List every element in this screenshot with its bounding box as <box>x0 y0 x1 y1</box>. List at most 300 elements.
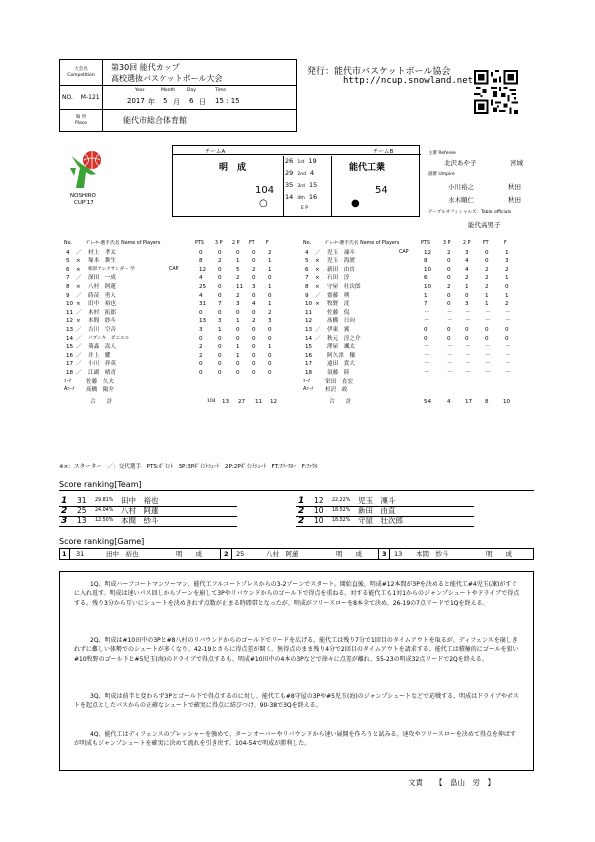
player-ft: 2 <box>485 275 489 282</box>
player-pts: 8 <box>199 258 203 265</box>
period-2-label: 2nd <box>297 172 306 177</box>
player-3p: 0 <box>447 266 451 273</box>
player-fouls: － <box>505 344 511 351</box>
team-a-total-row <box>64 398 282 407</box>
date-label-day: Day <box>187 87 196 93</box>
player-2p: 1 <box>465 283 469 290</box>
ranking-points: 25 <box>77 506 87 515</box>
player-number: 10 <box>305 301 313 308</box>
player-row <box>303 309 533 318</box>
period-1-a: 26 <box>285 157 294 165</box>
player-fouls: 1 <box>505 292 509 299</box>
player-3p: 0 <box>218 335 222 342</box>
player-pts: － <box>424 352 430 359</box>
period-1-b: 19 <box>308 157 317 165</box>
player-pts: 4 <box>199 275 203 282</box>
player-ft: － <box>485 361 491 368</box>
player-ft: 0 <box>252 258 256 265</box>
player-ft: 0 <box>252 326 256 333</box>
ranking-percentage: 24.04% <box>95 508 114 513</box>
player-ft: 0 <box>252 352 256 359</box>
player-row <box>303 369 533 378</box>
player-number: 11 <box>66 309 74 316</box>
player-row <box>303 360 533 369</box>
ranking-points: 31 <box>77 496 87 505</box>
player-pts: 2 <box>199 344 203 351</box>
player-fouls: 1 <box>268 344 272 351</box>
player-pts: － <box>424 361 430 368</box>
coach-label: ｺｰﾁ <box>64 378 72 384</box>
player-number: 5 <box>305 258 309 265</box>
col-no: No. <box>303 241 311 246</box>
team-a-rows <box>64 249 282 378</box>
team-a-total-3p: 13 <box>222 398 230 405</box>
player-name: 相原アレクサンダー 学 <box>88 266 135 272</box>
player-name: 江副 晴青 <box>88 369 116 376</box>
ranking-position: 2 <box>61 506 68 516</box>
date-time: 15 : 15 <box>215 96 240 105</box>
player-status-mark: ／ <box>315 249 321 256</box>
date-month-unit: 月 <box>173 97 180 106</box>
player-row <box>64 352 282 361</box>
ranking-percentage: 22.22% <box>332 498 351 503</box>
col-pts: PTS <box>195 241 204 246</box>
player-3p: 2 <box>447 249 451 256</box>
player-ft: 0 <box>252 292 256 299</box>
team-b-label: チームB <box>373 149 394 155</box>
player-pts: － <box>424 344 430 351</box>
player-3p: 2 <box>447 283 451 290</box>
player-3p: 0 <box>218 361 222 368</box>
player-name: 児玉 海渡 <box>327 258 355 265</box>
player-ft: 2 <box>485 266 489 273</box>
player-2p: 1 <box>236 258 240 265</box>
player-pts: 25 <box>199 283 207 290</box>
ranking-percentage: 18.52% <box>332 518 351 523</box>
player-pts: 6 <box>424 275 428 282</box>
player-row <box>303 300 533 309</box>
team-b-loss-mark: ● <box>351 198 360 209</box>
team-a-win-mark: ○ <box>259 198 268 209</box>
game-rank-1: 1 <box>62 550 67 558</box>
game-rank-2-name: 八村 阿蓮 <box>266 550 299 558</box>
report-paragraph-1: 1Q、明成ハーフコートマンツーマン、能代工フルコートプレスからの3-2ゾーンでスタート。開始直後、明成#12本間が3Pを決めると能代工#4児玉(凜)がすぐに入れ返す。明成は速いパス回しからゾーンを崩して3Pやリバウンドからのゴール下で得点を重ねる。対する能代工も1対1からのジャンプシュートやドライブで得点する。残り3分から互いにシュートを決めきれず点数が止まる時間帯となったが、明成がフリースローを8本全て決め、26-19の7点リードで1Qを終える。 <box>74 581 520 607</box>
period-2-a: 29 <box>285 169 294 177</box>
team-b-total-row <box>303 398 533 407</box>
player-row <box>64 274 282 283</box>
col-name: ﾌﾟﾚｰﾔｰ選手氏名 Name of Players <box>86 241 161 246</box>
report-paragraph-3: 3Q、明成は前半と変わらず3Pとゴール下で得点するのに対し、能代工も#8守屋の3Pや#5児玉(海)のジャンプシュートなどで応戦する。明成はドライブやポストを起点としたパスからの正確なシュートで確実に得点に結びつけ、90-38で3Qを終える。 <box>74 693 519 710</box>
player-pts: 12 <box>424 249 432 256</box>
period-scores <box>283 156 333 216</box>
team-a-coach: 佐藤 久夫 <box>86 378 114 385</box>
logo-text-1: NOSHIRO <box>70 193 96 199</box>
event-name-2: 高校選抜バスケットボール大会 <box>111 73 223 83</box>
player-status-mark: × <box>76 318 81 325</box>
date-year-unit: 年 <box>148 97 155 106</box>
team-b-total-2p: 17 <box>465 398 473 405</box>
player-number: 14 <box>66 335 74 342</box>
player-status-mark: ／ <box>76 361 82 368</box>
player-fouls: 2 <box>268 309 272 316</box>
game-rank-2: 2 <box>224 550 229 558</box>
player-2p: 0 <box>465 292 469 299</box>
player-3p: 0 <box>218 249 222 256</box>
ranking-points: 12 <box>314 496 324 505</box>
player-number: 12 <box>66 318 74 325</box>
player-2p: 4 <box>465 258 469 265</box>
team-a-total-2p: 27 <box>238 398 246 405</box>
referee-name: 北沢あや子 <box>444 159 477 167</box>
player-fouls: － <box>505 309 511 316</box>
referee-pref: 宮城 <box>510 159 523 167</box>
player-number: 9 <box>66 292 70 299</box>
captain-badge: CAP <box>399 249 409 255</box>
player-2p: － <box>465 344 471 351</box>
player-number: 12 <box>305 318 313 325</box>
date-cell <box>103 86 297 110</box>
player-2p: － <box>465 361 471 368</box>
player-number: 8 <box>305 283 309 290</box>
player-2p: 1 <box>236 352 240 359</box>
player-fouls: 0 <box>268 292 272 299</box>
player-row <box>303 274 533 283</box>
player-3p: － <box>447 309 453 316</box>
player-2p: 0 <box>236 249 240 256</box>
player-number: 13 <box>66 326 74 333</box>
team-b-name: 能代工業 <box>349 163 386 173</box>
col-f: F <box>504 241 507 246</box>
author-label: 文責 <box>408 778 423 787</box>
player-status-mark: ／ <box>76 344 82 351</box>
player-fouls: 3 <box>268 318 272 325</box>
player-number: 8 <box>66 283 70 290</box>
player-2p: 1 <box>236 344 240 351</box>
qr-code-icon <box>474 70 518 114</box>
player-ft: 0 <box>252 369 256 376</box>
game-rank-1-name: 田中 裕也 <box>106 550 139 558</box>
player-row <box>64 317 282 326</box>
player-3p: 0 <box>218 292 222 299</box>
player-ft: 4 <box>252 301 256 308</box>
team-a-player-table <box>64 240 282 406</box>
player-status-mark: ／ <box>315 335 321 342</box>
player-fouls: － <box>505 369 511 376</box>
player-name: 守屋 壮次郎 <box>327 283 361 290</box>
player-pts: 13 <box>199 318 207 325</box>
website-url[interactable]: http://ncup.snowland.net <box>343 76 474 86</box>
col-2p: 2 P <box>232 241 240 246</box>
team-a-name: 明 成 <box>219 163 247 173</box>
event-name-cell <box>103 60 297 86</box>
player-fouls: 1 <box>505 275 509 282</box>
player-ft: － <box>485 344 491 351</box>
player-fouls: 1 <box>505 249 509 256</box>
date-label-time: Time <box>215 87 227 93</box>
player-2p: 4 <box>465 266 469 273</box>
col-pts: PTS <box>421 241 430 246</box>
player-name: 塚本 舞生 <box>88 258 116 265</box>
player-number: 14 <box>305 335 313 342</box>
col-no: No. <box>64 241 72 246</box>
player-number: 13 <box>305 326 313 333</box>
game-ranking-title: Score ranking[Game] <box>59 537 145 546</box>
captain-badge: CAP <box>169 266 179 272</box>
player-3p: 0 <box>218 266 222 273</box>
player-3p: 0 <box>447 292 451 299</box>
player-status-mark: ／ <box>315 292 321 299</box>
player-status-mark: ／ <box>76 309 82 316</box>
player-row <box>303 249 533 258</box>
player-ft: － <box>485 369 491 376</box>
player-ft: 0 <box>485 326 489 333</box>
player-name: 小川 祥英 <box>88 361 116 368</box>
player-pts: 4 <box>199 292 203 299</box>
player-row <box>64 257 282 266</box>
player-name: 井上 耀 <box>88 352 111 359</box>
player-ft: － <box>485 352 491 359</box>
period-3-a: 35 <box>285 181 294 189</box>
player-name: 木村 拓郎 <box>88 309 116 316</box>
player-ft: 0 <box>485 335 489 342</box>
player-fouls: 0 <box>268 275 272 282</box>
ranking-player-name: 新田 由直 <box>358 506 396 515</box>
col-f: F <box>266 241 269 246</box>
team-ranking-row <box>296 516 474 527</box>
player-2p: 1 <box>236 318 240 325</box>
player-pts: － <box>424 369 430 376</box>
player-row <box>303 352 533 361</box>
player-status-mark: × <box>76 266 81 273</box>
ranking-position: 2 <box>298 506 305 516</box>
player-row <box>303 343 533 352</box>
team-b-coach-row <box>303 378 533 387</box>
acoach-label: Aｺｰﾁ <box>64 387 75 393</box>
player-3p: － <box>447 344 453 351</box>
player-2p: － <box>465 352 471 359</box>
player-pts: 0 <box>424 335 428 342</box>
team-ranking-title: Score ranking[Team] <box>59 480 142 489</box>
game-rank-1-pts: 31 <box>76 550 85 558</box>
team-b-total-3p: 4 <box>447 398 451 405</box>
player-number: 18 <box>305 369 313 376</box>
player-pts: 0 <box>199 249 203 256</box>
player-fouls: 1 <box>268 266 272 273</box>
player-status-mark: × <box>315 275 320 282</box>
ranking-player-name: 守屋 壮次郎 <box>358 516 403 525</box>
ranking-position: 1 <box>298 496 305 506</box>
player-ft: 1 <box>485 301 489 308</box>
player-name: 八村 阿蓮 <box>88 283 116 290</box>
player-name: 阿久津 穣 <box>327 352 355 359</box>
player-pts: 8 <box>424 258 428 265</box>
team-b-rows <box>303 249 533 378</box>
player-row <box>64 326 282 335</box>
player-2p: 2 <box>236 275 240 282</box>
game-rank-3-pts: 13 <box>394 550 403 558</box>
player-status-mark: ／ <box>76 335 82 342</box>
player-row <box>64 249 282 258</box>
col-3p: 3 P <box>215 241 223 246</box>
team-a-total: 104 <box>255 185 275 196</box>
player-status-mark: ／ <box>76 369 82 376</box>
date-label-month: Month <box>161 87 176 93</box>
umpire-1-pref: 秋田 <box>508 183 521 191</box>
team-b-total-label: 合 計 <box>329 398 352 405</box>
player-3p: － <box>447 352 453 359</box>
player-number: 15 <box>66 344 74 351</box>
player-number: 17 <box>305 361 313 368</box>
player-row <box>303 283 533 292</box>
player-3p: 0 <box>218 352 222 359</box>
period-1-label: 1st <box>297 160 305 165</box>
event-label-en: Competition <box>67 72 95 78</box>
player-name: 佐藤 侃 <box>327 309 350 316</box>
player-name: 新田 由直 <box>327 266 355 273</box>
player-2p: 0 <box>236 326 240 333</box>
umpire-2-pref: 秋田 <box>508 196 521 204</box>
ranking-percentage: 12.50% <box>95 518 114 523</box>
col-name: ﾌﾟﾚｰﾔｰ選手氏名 Name of Players <box>325 241 400 246</box>
event-label-cell <box>60 60 103 86</box>
team-b-acoach-row <box>303 386 533 395</box>
player-name: 吉川 空音 <box>88 326 116 333</box>
player-3p: 0 <box>218 309 222 316</box>
player-pts: － <box>424 309 430 316</box>
player-ft: 2 <box>252 318 256 325</box>
period-4-a: 14 <box>285 193 294 201</box>
player-3p: － <box>447 369 453 376</box>
player-fouls: 2 <box>505 266 509 273</box>
player-name: 伊東 翼 <box>327 326 350 333</box>
coach-label: ｺｰﾁ <box>303 378 311 384</box>
player-status-mark: × <box>315 301 320 308</box>
player-fouls: 0 <box>505 283 509 290</box>
game-rank-3-team: 明 成 <box>486 550 512 558</box>
player-number: 16 <box>66 352 74 359</box>
player-fouls: 0 <box>268 369 272 376</box>
game-rank-2-team: 明 成 <box>336 550 362 558</box>
player-ft: 0 <box>485 249 489 256</box>
player-status-mark: ／ <box>315 326 321 333</box>
player-fouls: 0 <box>505 326 509 333</box>
team-a-acoach-row <box>64 386 282 395</box>
player-ft: － <box>485 309 491 316</box>
team-b-player-table <box>303 240 533 406</box>
umpire-label: 副審 Umpire <box>428 172 455 177</box>
player-2p: 0 <box>465 335 469 342</box>
player-2p: 0 <box>236 361 240 368</box>
game-rank-3-name: 本間 紗斗 <box>416 550 449 558</box>
player-3p: 0 <box>218 369 222 376</box>
player-pts: 0 <box>199 335 203 342</box>
player-status-mark: ／ <box>76 292 82 299</box>
player-name: 秋元 淳之介 <box>327 335 361 342</box>
player-number: 15 <box>305 344 313 351</box>
player-row <box>64 343 282 352</box>
game-rank-1-team: 明 成 <box>176 550 202 558</box>
player-2p: 3 <box>236 301 240 308</box>
player-fouls: － <box>505 318 511 325</box>
match-no-label: NO. <box>62 94 73 101</box>
team-ranking-rule <box>59 490 534 491</box>
player-ft: 0 <box>252 335 256 342</box>
player-row <box>64 292 282 301</box>
ranking-position: 2 <box>298 516 305 526</box>
player-fouls: 0 <box>268 335 272 342</box>
player-pts: 2 <box>199 352 203 359</box>
team-a-coach-row <box>64 378 282 387</box>
player-pts: 0 <box>424 326 428 333</box>
ranking-player-name: 八村 阿蓮 <box>121 506 159 515</box>
player-status-mark: × <box>76 301 81 308</box>
player-row <box>64 360 282 369</box>
game-ranking-bar <box>59 548 534 560</box>
team-a-total-ft: 11 <box>255 398 263 405</box>
ranking-points: 13 <box>77 516 87 525</box>
player-fouls: 2 <box>505 301 509 308</box>
team-b-acoach: 杉沢 政 <box>325 387 348 394</box>
col-ft: FT <box>483 241 489 246</box>
player-fouls: － <box>505 352 511 359</box>
player-number: 16 <box>305 352 313 359</box>
ranking-points: 10 <box>314 516 324 525</box>
player-name: 牧野 洸 <box>327 301 350 308</box>
period-3-label: 3rd <box>297 184 305 189</box>
player-3p: 0 <box>447 275 451 282</box>
player-pts: 1 <box>424 292 428 299</box>
player-2p: 5 <box>236 266 240 273</box>
player-fouls: 3 <box>505 258 509 265</box>
publisher: 発行：能代市バスケットボール協会 <box>307 67 451 77</box>
scoreboard <box>172 145 420 217</box>
player-row <box>303 317 533 326</box>
player-3p: 0 <box>218 275 222 282</box>
match-info-table <box>59 59 297 132</box>
player-fouls: 0 <box>268 326 272 333</box>
place-label: 場 所 <box>75 114 87 120</box>
player-ft: 0 <box>252 275 256 282</box>
player-name: 田中 裕也 <box>88 301 116 308</box>
player-status-mark: × <box>315 283 320 290</box>
player-3p: 0 <box>447 301 451 308</box>
player-3p: 0 <box>447 326 451 333</box>
player-2p: 11 <box>236 283 244 290</box>
player-name: 葵森 嵩人 <box>88 344 116 351</box>
player-pts: 3 <box>199 326 203 333</box>
author-name: 【 畠山 労 】 <box>435 778 495 787</box>
player-name: 髙橋 日向 <box>327 318 355 325</box>
player-ft: － <box>485 318 491 325</box>
player-fouls: 0 <box>505 335 509 342</box>
player-status-mark: ／ <box>76 326 82 333</box>
player-ft: 0 <box>252 344 256 351</box>
ranking-points: 10 <box>314 506 324 515</box>
player-number: 10 <box>66 301 74 308</box>
player-fouls: 0 <box>268 352 272 359</box>
player-pts: 31 <box>199 301 207 308</box>
player-name: 齋藤 朔 <box>327 292 350 299</box>
player-pts: 10 <box>424 283 432 290</box>
ranking-player-name: 本間 紗斗 <box>121 516 159 525</box>
player-status-mark: ／ <box>76 249 82 256</box>
period-row <box>285 169 329 177</box>
player-status-mark: × <box>315 266 320 273</box>
col-2p: 2 P <box>463 241 471 246</box>
player-row <box>64 369 282 378</box>
player-status-mark: × <box>315 258 320 265</box>
ranking-player-name: 田中 裕也 <box>121 496 159 505</box>
